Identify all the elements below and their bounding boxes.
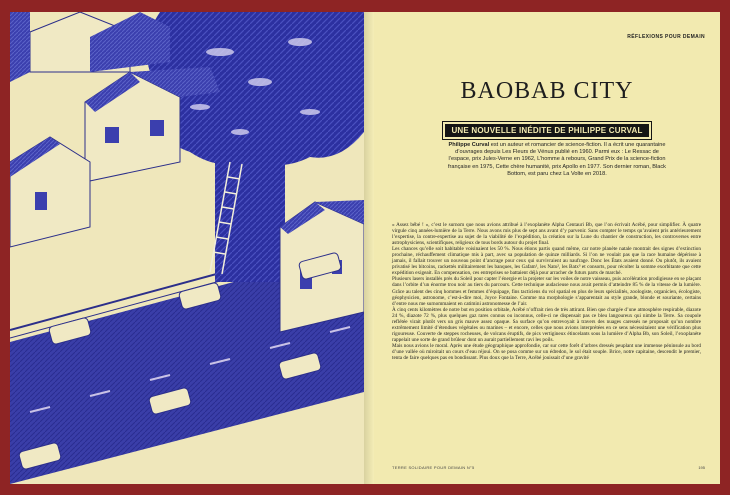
body-paragraph: Les chances qu’elle soit habitable voisinaient les 50 %. Nous étions partis quand même, car notre planète natale montrait des signes d’extinction prochaine, réchauffement climatique mis à part, avec sa population de quinze milliards. Si l’on ne voulait pas que la race humaine dépérisse à jamais, il fallait trouver un nouveau point d’ancrage pour ceux qui survivraient au naufrage. Donc les États avaient donné. Ou plutôt, ils avaient privatisé les bitcoins, rackettés militairement les banques, les Gafam¹, les Natu², les Batx³ et consorts, pour récolter la somme exorbitante que cette expédition exigeait. En compensation, ces entreprises se battaient déjà pour arracher de futurs parts de marché. bbox=[392, 246, 701, 277]
text-page bbox=[374, 12, 720, 484]
baobab-city-illustration bbox=[10, 12, 364, 484]
body-paragraph: À cinq cents kilomètres de notre but en position orbitale, Acébé n’offrait rien de très attirant. Bien que chargée d’une atmosphère respirable, diazote 24 %, diazote 72 %, plus quelques gaz rares connus ou inconnus, celle-ci ne dispensait pas ce bleu langoureux qui nimbe la Terre. Sa coupole reflétée virait plutôt vers un gris mauve assez opaque. Sa surface qu’on entrevoyait à travers des nuages caressés ne proposait qu’un nombre extrêmement limité d’étendues végétales ou marines – et encore, celles que nous avions interprétées en ce sens nécessitaient une vérification plus rigoureuse. Couverte de steppes rocheuses, de volcans éruptifs, de pics vertigineux étincelants sous la lumière d’Alpha Bb, son Soleil, l’exoplanète rappelait une sorte de grand brûleur dont un aurait partiellement ravi les poils. bbox=[392, 306, 701, 343]
body-paragraph: « Assez bébé ! », c’est le surnom que nous avions attribué à l’exoplanète Alpha Centauri Bb, que l’on écrivait Acébé, pour simplifier. À quatre virgule cinq années-lumière de la Terre. Nous avons mis plus de sept ans avant d’y parvenir. Sans compter le temps qu’avaient pris antérieurement l’expertise, la contre-expertise au sujet de la viabilité de l’expédition, la création sur la Lune du chantier de construction, les controverses entre astrophysiciens, scientifiques, religieux de tous bords autour du projet final. bbox=[392, 222, 701, 247]
subtitle-container bbox=[374, 120, 720, 138]
page-number: 195 bbox=[698, 465, 705, 470]
article-subtitle: UNE NOUVELLE INÉDITE DE PHILIPPE CURVAL bbox=[445, 124, 648, 137]
article-body bbox=[392, 222, 701, 361]
author-bio bbox=[444, 142, 670, 178]
footer-magazine: TERRE SOLIDAIRE POUR DEMAIN N°5 bbox=[392, 465, 475, 470]
page-gutter bbox=[364, 12, 374, 484]
illustration-page bbox=[10, 12, 364, 484]
article-title: BAOBAB CITY bbox=[460, 78, 634, 104]
magazine-spread bbox=[10, 12, 720, 484]
body-paragraph: Mais nous avions le moral. Après une étude géographique approfondie, car sur cette forêt d’arbres dressés peuplant une immense péninsule au bord d’une vallée où miroitait un cours d’eau réjoui. On se posa comme sur un édredon, le sol était souple. Brice, notre capitaine, descendit le premier, tenta de faire quelques pas en bondissant. Plus doux que la Terre, Acébé jouissait d’une gravité bbox=[392, 342, 701, 362]
author-name: Philippe Curval bbox=[448, 142, 490, 148]
body-paragraph: Plusieurs lasers installés près du Soleil pour capter l’énergie et la projeter sur les voiles de notre vaisseau, puis accélération prodigieuse en se plaçant dans l’orbite d’un énorme trou noir au tiers du parcours. Cette technique audacieuse nous avait permis d’atteindre 85 % de la vitesse de la lumière. Grâce au talent des cinq hommes et femmes d’équipage, fins tacticiens du vol spatial en plus de leurs spécialités, zoologiste, organicien, écologiste, géophysicien, astronome, c’est-à-dire moi, Joyce Fontaine. Comme ma morphologie s’apparentait au style grande, blonde et souriante, certains d’entre nous me surnommaient en catimini astronomesse de l’air. bbox=[392, 276, 701, 307]
author-bio-text: est un auteur et romancier de science-fiction. Il a écrit une quarantaine d’ouvrages depuis Les Fleurs de Vénus publié en 1960. Parmi eux : Le Ressac de l’espace, prix Jules-Verne en 1962, L’homme à rebours, Grand Prix de la science-fiction française en 1975, Cette chère humanité, prix Apollo en 1977. Son dernier roman, Black Bottom, est paru chez La Volte en 2018. bbox=[448, 142, 666, 177]
section-label: RÉFLEXIONS POUR DEMAIN bbox=[627, 34, 705, 40]
